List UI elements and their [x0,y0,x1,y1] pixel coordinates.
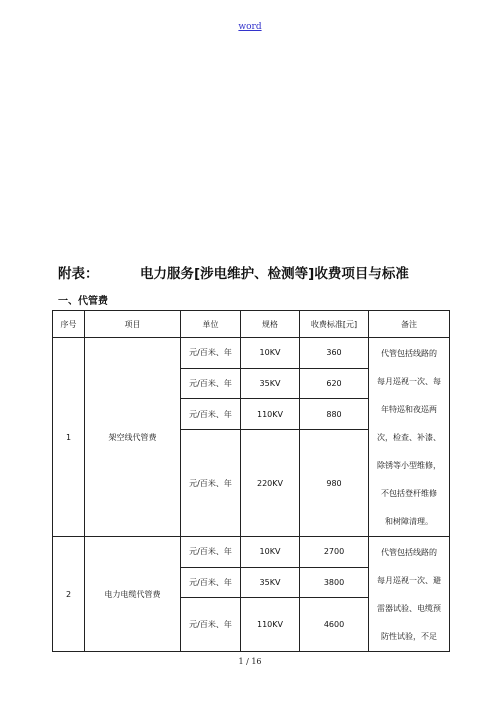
document-title [58,262,458,282]
spec-cell: 35KV [241,368,300,399]
unit-cell: 元/百米、年 [181,368,241,399]
spec-cell: 110KV [241,399,300,430]
note-line: 代管包括线路的 [381,349,437,358]
unit-cell: 元/百米、年 [181,537,241,568]
table-row [53,537,450,568]
header-cell-spec: 规格 [241,311,300,338]
note-cell [369,338,450,537]
note-line: 除锈等小型维修， [377,461,441,470]
note-line: 代管包括线路的 [381,548,437,557]
fee-cell: 880 [300,399,369,430]
note-cell [369,537,450,652]
group-index-cell: 1 [53,338,85,537]
fee-cell: 3800 [300,567,369,598]
title-text: 电力服务[涉电维护、检测等]收费项目与标准 [140,266,409,282]
fee-cell: 2700 [300,537,369,568]
spec-cell: 110KV [241,598,300,652]
note-line: 和树障清理。 [385,517,433,526]
unit-cell: 元/百米、年 [181,399,241,430]
page-number: 1 / 16 [238,657,262,666]
spec-cell: 220KV [241,430,300,537]
spec-cell: 10KV [241,338,300,369]
group-index-cell: 2 [53,537,85,652]
unit-cell: 元/百米、年 [181,430,241,537]
note-line: 每月巡视一次、每 [377,377,441,386]
table-row [53,338,450,369]
note-line: 不包括登杆维修 [381,489,437,498]
note-line: 防性试验，不足 [381,632,437,641]
unit-cell: 元/百米、年 [181,598,241,652]
fee-table [52,310,450,652]
group-item-cell: 架空线代管费 [85,338,181,537]
header-cell-note: 备注 [369,311,450,338]
unit-cell: 元/百米、年 [181,567,241,598]
note-line: 次，检查、补漆、 [377,433,441,442]
note-line: 雷器试验、电缆预 [377,604,441,613]
header-cell-item: 项目 [85,311,181,338]
unit-cell: 元/百米、年 [181,338,241,369]
table-header-row [53,311,450,338]
spec-cell: 10KV [241,537,300,568]
header-cell-fee: 收费标准[元] [300,311,369,338]
header-word-link[interactable]: word [238,22,262,32]
fee-cell: 980 [300,430,369,537]
spec-cell: 35KV [241,567,300,598]
title-label: 附表： [58,266,99,282]
fee-cell: 360 [300,338,369,369]
section-heading: 一、代管费 [58,296,108,307]
header-cell-index: 序号 [53,311,85,338]
note-line: 年特巡和夜巡两 [381,405,437,414]
fee-cell: 4600 [300,598,369,652]
header-cell-unit: 单位 [181,311,241,338]
note-line: 每月巡视一次、避 [377,576,441,585]
fee-cell: 620 [300,368,369,399]
group-item-cell: 电力电缆代管费 [85,537,181,652]
